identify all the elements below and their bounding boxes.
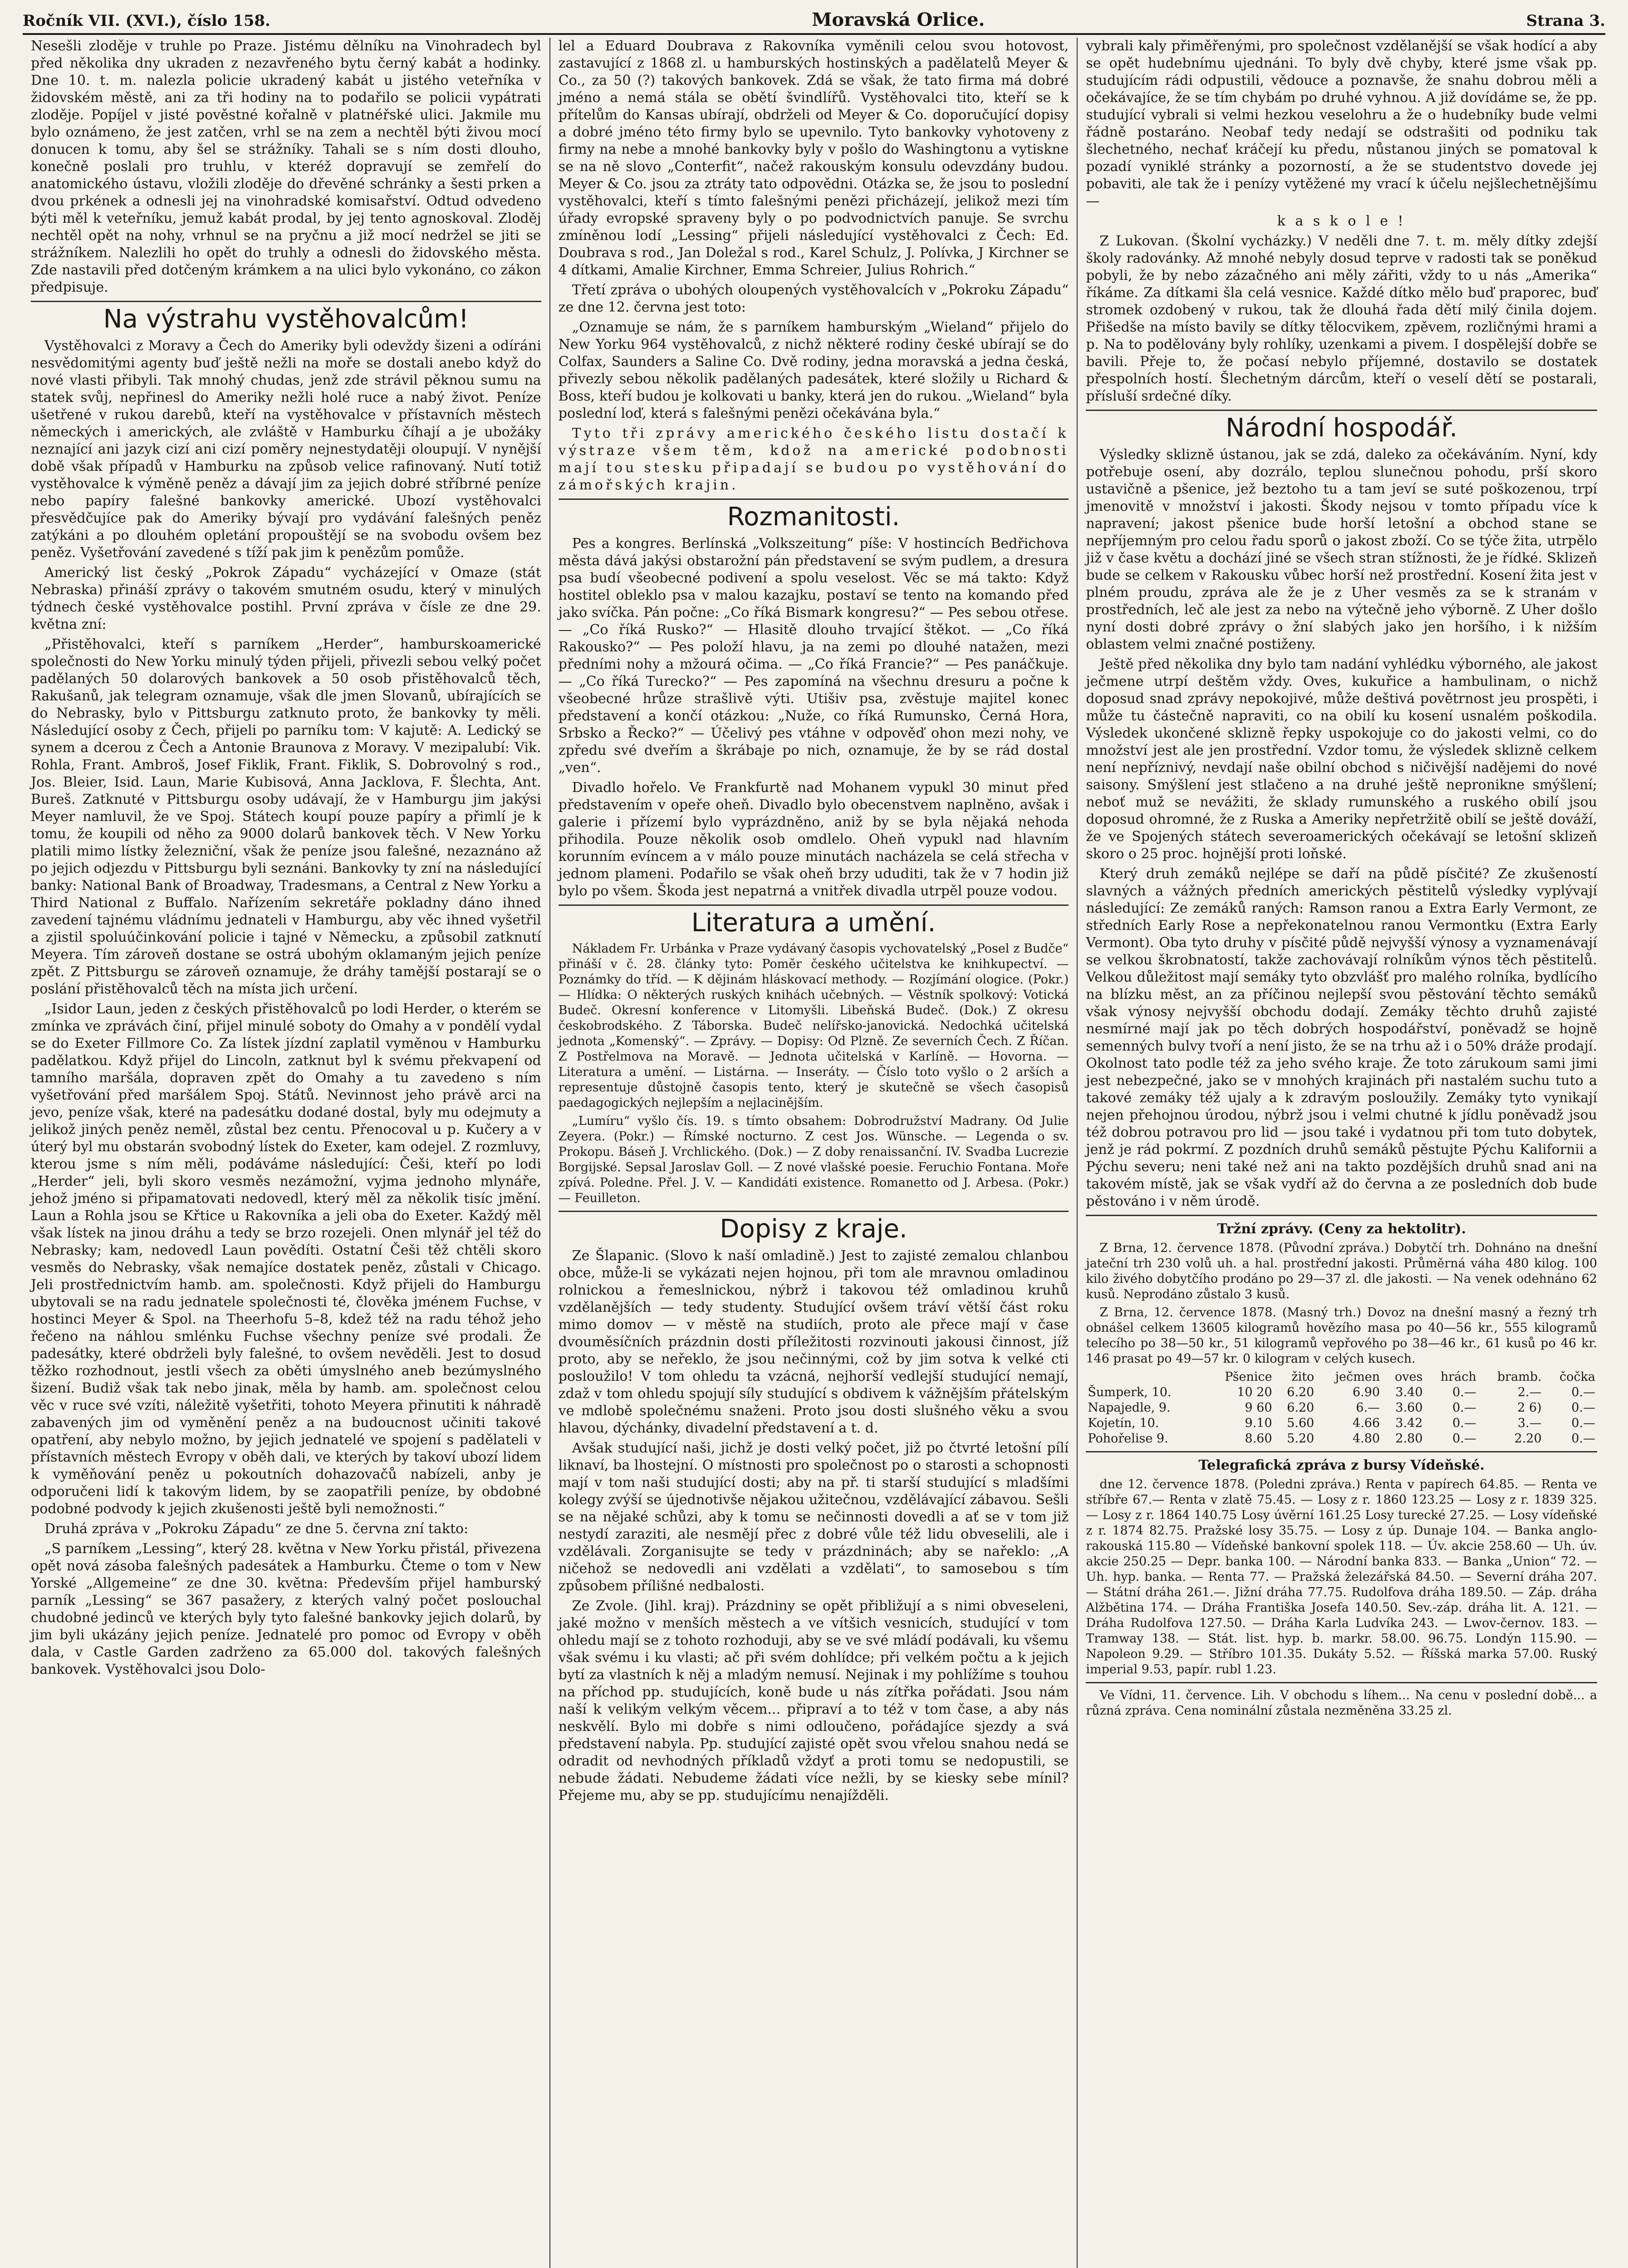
table-cell: 0.—: [1571, 1385, 1596, 1399]
column-header: čočka: [1559, 1370, 1596, 1384]
market-report-meat: Z Brna, 12. července 1878. (Masný trh.) Dovoz na dnešní masný a řezný trh obnášel celkem 13605 kilogramů hovězího masa po 40—56 kr., 555 kilogramů telecího po 38—50 kr., 51 kilogramů vepřového po 38—46 kr., 61 kusů po 46 kr. 146 prasat po 49—57 kr. 0 kilogram v celých kusech.: [1086, 1305, 1598, 1366]
table-cell: 2 6): [1517, 1401, 1542, 1415]
table-cell: 9 60: [1245, 1401, 1272, 1415]
divider: [1086, 1451, 1597, 1452]
newspaper-title: Moravská Orlice.: [812, 9, 985, 30]
table-cell: 3.40: [1395, 1385, 1423, 1399]
masthead: [23, 9, 1605, 35]
column-header: [1086, 1369, 1204, 1385]
table-cell: 6.—: [1356, 1401, 1380, 1415]
spirits-report: Ve Vídni, 11. července. Lih. V obchodu s líhem... Na cenu v poslední době... a různá zpráva. Cena nominální zůstala nezměněna 33.25 zl.: [1086, 1688, 1598, 1718]
paragraph: vybrali kaly přiměřenými, pro společnost vzdělanější se však hodící a aby se opět hudebnímu ujednáni. To byly dvě chyby, které jsme však pp. studujícím rádi odpustili, vědouce a poznavše, že snahu dobrou měli a očekávajíce, že se tím chybám po druhé vyhnou. A již dovídáme se, že pp. studující vybrali si velmi hezkou veselohru a že o hudebníky bude velmi řádně postaráno. Neobaf tedy nedají se odstrašiti od podniku tak šlechetného, nechať kráčejí ku předu, nůstanou jiných se pomatoval k pozadí vyniklé stránky a pozorností, a že se studentstvo dovede jej pobaviti, ale tak že i penízy vytěžené my vrací k účelu nejšlechetnějšímu —: [1086, 38, 1598, 209]
table-cell: Kojetín, 10.: [1088, 1416, 1159, 1430]
table-cell: 6.20: [1287, 1401, 1314, 1415]
article-dog-congress: Pes a kongres. Berlínská „Volkszeitung“ píše: V hostincích Bedřichova města dává jakýsi obstarožní pán představení se svým pudlem, a dresura psa budí všeobecné podivení a spolu veselost. Věc se má takto: Když hostitel obleklo psa v malou kazajku, postaví se tento na komando před jako svíčka. Pán počne: „Co říká Bismark kongresu?“ — Pes sebou otřese. — „Co říká Rusko?“ — Hlasitě dlouho trvající štěkot. — „Co říká Rakousko?“ — Pes položí hlavu, ja na zemi po dlouhé natažen, mezi předními nohy a mžourá očima. — „Co říká Francie?“ — Pes panáčkuje. — „Co říká Turecko?“ — Pes zapomíná na všechnu dresuru a počne k všeobecné hrůze strašlivě výti. Utišiv psa, zvěstuje majitel konec představení a končí otázkou: „Nuže, co říká Rumunsko, Černá Hora, Srbsko a Řecko?“ — Účelivý pes vtáhne v odpověď ohon mezi nohy, ve zpředu své dveřím a škrábaje po nich, oznamuje, že by se rád dostal „ven“.: [558, 536, 1069, 776]
paragraph: „S parníkem „Lessing“, který 28. května v New Yorku přistál, přivezena opět nová zásoba falešných padesátek a Hamburku. Čteme o tom v New Yorské „Allgemeine“ ze dne 30. května: Především přijel hamburský parník „Lessing“ se 367 pasažery, z kterých valný počet poslouchal chudobné jedinců ve kterých byly tyto falešné bankovky jejich dolarů, by jim byli ukázány jejich peníze. Jednatelé pro pomoc od Evropy v oběh dala, v Castle Garden zadrženo za 65.000 dol. takových falešných bankovek. Vystěhovalci jsou Dolo-: [31, 1541, 541, 1677]
column-header: žito: [1291, 1370, 1314, 1384]
paragraph: „Oznamuje se nám, že s parníkem hamburským „Wieland“ přijelo do New Yorku 964 vystěhovalců, z nichž některé rodiny české ubírají se do Colfax, Saunders a Saline Co. Dvě rodiny, jedna moravská a jedna česká, přivezly sebou několik padělaných padesátek, které složily u Richard & Boss, kteří budou je kolkovati u banky, která jen do rukou. „Wieland“ byla poslední loď, která s falešnými penězi očekávána byla.“: [558, 319, 1069, 421]
table-cell: 0.—: [1452, 1385, 1476, 1399]
heading-regional-letters: Dopisy z kraje.: [559, 1211, 1069, 1244]
paragraph: „Přistěhovalci, kteří s parníkem „Herder“, hamburskoamerické společnosti do New Yorku minulý týden přijeli, přivezli sebou velký počet padělaných 50 dolarových bankovek a 50 osob přistěhovalců těch, Rakušanů, jak telegram oznamuje, však dle jmen Slovanů, ubírajících se do Nebrasky, bylo v Pittsburgu zatknuto proto, že bankovky ty měli. Následující osoby z Čech, přijeli po parníku tom: V kajutě: A. Ledický se synem a dcerou z Čech a Antonie Braunova z Moravy. V mezipalubí: Vik. Rohla, Frant. Ambroš, Josef Fiklik, Frant. Fiklik, S. Dobrovolný s rod., Jos. Bleier, Isid. Laun, Marie Kubisová, Anna Jacklova, F. Šlechta, Ant. Bureš. Zatknuté v Pittsburgu osoby udávají, že v Hamburgu jim jakýsi Meyer namluvil, že ve Spoj. Státech koupí pouze papíry a přimlí je k tomu, že koupili od něho za 9000 dolarů bankovek těch. V New Yorku platili mimo lístky železniční, však že peníze jsou falešné, nezaznáno až po jejich odjezdu v Pittsburgu byli seznáni. Bankovky ty zní na následující banky: National Bank of Broadway, Tradesmans, a Central z New Yorku a Third National z Buffalo. Nařízením sekretáře pokladny dáno ihned zavedení tajnému vládnímu jednateli v Hamburgu, aby věc ihned vyšetřil a zjistil spoluúčinkování policie i tajné v Německu, a způsobil zatknutí Meyera. Tím zároveň dostane se ostrá ubohým oklamaným jejich peníze zpět. Z Pittsburgu se zároveň oznamuje, že dráhy tamější postarají se o poslání přistěhovalců těch na místa jich určení.: [31, 636, 541, 997]
paragraph: Avšak studující naši, jichž je dosti velký počet, již po čtvrté letošní pílí liknaví, ba lhostejní. O místnosti pro společnost po o starosti a schopnosti mají v tom naši studující dosti; aby na př. ti starší studující s mladšími kolegy zvýší se újednotivše nějakou užitečnou, vzdělávající zábavou. Sešli se na nějaké schůzi, aby k tomu se nečinnosti dovedli a ať se v tom již nestydí zaraziti, ale nesmějí přec z dobré vůle též lidu obveselili, ale i vzdělávali. Zorganisujte se tedy v prázdninách; aby se nařeklo: ,,A ničehož se nedovedli ani vzdělati a vzdělati“, to samosebou s tím způsobem přílišné nedbalosti.: [558, 1440, 1069, 1594]
table-row: [1086, 1416, 1597, 1431]
warning-paragraph: Tyto tři zprávy amerického českého listu dostačí k výstraze všem těm, kdož na americké podobnosti mají tou stesku připadají se budou po vystěhování do zámořských krajin.: [558, 425, 1069, 493]
table-cell: 4.66: [1353, 1416, 1380, 1430]
paragraph: Americký list český „Pokrok Západu“ vycházející v Omaze (stát Nebraska) přináší zprávy o takovém smutném osudu, který v minulých týdnech české vystěhovalce postihl. První zpráva v čísle ze dne 29. května zní:: [31, 565, 541, 632]
heading-stock-exchange: Telegrafická zpráva z bursy Vídeňské.: [1198, 1457, 1485, 1473]
table-cell: 0.—: [1571, 1401, 1596, 1415]
paragraph-end: k a s k o l e !: [1277, 213, 1406, 229]
article-harvest: Výsledky sklizně ústanou, jak se zdá, daleko za očekáváním. Nyní, kdy potřebuje osení, aby dozrálo, teplou slunečnou pohodu, prší skoro ustavičně a pšenice, jež beztoho tu a tam jeví se suté poškozenou, trpí jmenovitě v množství i jakosti. Škody nejsou v tomto případu více k napravení; jakost pšenice bude horší letošní a obchod stane se nepříjemným pro celou řadu sporů o jakost zboží. Co se týče žita, utrpělo již v čase květu a dochází jiné se všech stran stížnosti, že je řídké. Sklizeň bude se celkem v Rakousku vůbec horší než prostřední. Kosení žita jest v plném proudu, zpráva ale že je z Uher vesměs za se k stranám v prostředních, leč ale jest za nebo na výtečně jeho výborně. Z Uher došlo nyní dosti dobré zprávy o žní slabých jako jen horšího, i k nižším oblastem velmi značné postiženy.: [1086, 447, 1598, 652]
table-row: [1086, 1431, 1597, 1447]
heading-miscellany: Rozmanitosti.: [559, 499, 1069, 532]
table-cell: 3.—: [1517, 1416, 1542, 1430]
table-cell: 8.60: [1245, 1432, 1272, 1446]
paragraph: Třetí zpráva o ubohých oloupených vystěhovalcích v „Pokroku Západu“ ze dne 12. června jest toto:: [558, 282, 1069, 315]
table-cell: 0.—: [1571, 1432, 1596, 1446]
table-cell: 9.10: [1245, 1416, 1272, 1430]
table-cell: Šumperk, 10.: [1088, 1385, 1172, 1399]
table-cell: 5.20: [1287, 1432, 1314, 1446]
issue-info: Ročník VII. (XVI.), číslo 158.: [23, 12, 270, 30]
table-header-row: [1086, 1369, 1597, 1385]
column-header: Pšenice: [1225, 1370, 1272, 1384]
table-row: [1086, 1400, 1597, 1416]
paragraph: Vystěhovalci z Moravy a Čech do Ameriky byli odevždy šizeni a odíráni nesvědomitými agenty buď ještě nežli na moře se dostali anebo když do nové vlasti přibyli. Tak mnohý chudas, jenž zde strávil pěknou sumu na statek svůj, nepřinesl do Ameriky nežli holé ruce a nabý život. Peníze ušetřené v rukou darebů, kteří na vystěhovalce v přístavních městech německých i amerických, ale zvláště v Hamburku číhají a je ubožáky neznající ani jazyk cizí ani cizí poměry nejnestydatěji oloupují. V nynější době však případů v Hamburku na způsob velice rafinovaný. Nutí totiž vystěhovalce k výměně peněz a dávají jim za jejich dobré stříbrné peníze nebo papíry falešné bankovky americké. Ubozí vystěhovalci přesvědčujíce pak do Ameriky bývají pro vydávání falešných peněz zatýkáni a po dlouhém opletání propouštějí se na svobodu ovšem bez peněz. Vyšetřování zavedené s tíží pak jim k penězům pomůže.: [31, 338, 541, 561]
market-price-table: [1086, 1369, 1597, 1447]
table-cell: 2.80: [1395, 1432, 1423, 1446]
column-1: [23, 38, 550, 2268]
market-report-cattle: Z Brna, 12. července 1878. (Původní zpráva.) Dobytčí trh. Dohnáno na dnešní jateční trh 230 volů uh. a hal. prostřední jakosti. Průměrná váha 480 kilog. 100 kilo živého dobytčího prodáno po 29—37 zl. dle jakosti. — Na venek odehnáno 62 kusů. Neprodáno zůstalo 3 kusů.: [1086, 1241, 1598, 1301]
column-3: [1078, 38, 1605, 2268]
table-cell: 4.80: [1353, 1432, 1380, 1446]
columns: [23, 38, 1605, 2268]
article-zvole: Ze Zvole. (Jihl. kraj). Prázdniny se opět přibližují a s nimi obveseleni, jaké možno v menších městech a ve vítšich vesnicích, studující v tom ohledu mají se z tohoto rozhoduji, aby se ve své mládí podávali, ku všemu však svému i ku vlasti; ač při svém dohlídce; při velkém počtu a k jejich bytí za vlastních k něj a mladým nemusí. Nejinak i my pohlížíme s touhou na příchod pp. studujících, koně bude u nás zítřka pořádati. Jsou nám naší k velikým velkým věcem... připraví a to též v tom čase, a aby nás neskvělí. Bylo mi dobře s nimi odloučeno, pořádajíce sjezdy a svá představení nabyla. Pp. studující zajisté opět svou vřelou snahou nedá se odradit od nevhodných příkladů vždyť a proti tomu se nedopustili, se nebude žádati. Nebudeme žádati více nežli, by se kiesky sebe mínil? Přejeme mu, aby se pp. studujícímu nenajížděli.: [558, 1598, 1069, 1804]
table-cell: 0.—: [1452, 1401, 1476, 1415]
paragraph: Ještě před několika dny bylo tam nadání vyhlédku výborného, ale jakost ječmene utrpí deštěm vždy. Oves, kukuřice a hambulinam, o nichž doposud snad zprávy nepokojivé, může deštivá povětrnost jeu prospěti, i může tu částečně napraviti, co na obilí ku kosení usnalém poškodila. Výsledek ukončené sklizně řepky uspokojuje co do jakosti velmi, co do množství jest ale jen prostřední. Vzdor tomu, že výsledek sklizně celkem není nepříznivý, nevdají naše obilní obchod s ničivější nadějemi do nové saisony. Smýšlení jest stlačeno a na druhé ještě nepronikne smýšlení; neboť muž se nevážiti, že sklady rumunského a ruského obilí jsou doposud ohromné, že z Ruska a Ameriky nepřetržitě obilí se ještě dováží, že ve Spojených státech severoamerických očekávají se letošní sklizeň skoro o 25 proc. hojnější proti loňské.: [1086, 656, 1598, 862]
column-2: [550, 38, 1078, 2268]
table-cell: Napajedle, 9.: [1088, 1401, 1171, 1415]
table-cell: 2.20: [1514, 1432, 1542, 1446]
table-cell: Pohořelise 9.: [1088, 1432, 1168, 1446]
paragraph: „Isidor Laun, jeden z českých přistěhovalců po lodi Herder, o kterém se zmínka ve zprávách činí, přijel minulé soboty do Omahy a v pondělí vydal se do Exeter Fillmore Co. Za lístek jízdní zaplatil vyměnou v Hamburku padělatkou. Když přijel do Lincoln, zatknut byl k svému překvapení od tamního maršála, dopraven zpět do Omahy a tu zavedeno s ním vyšetřování před maršálem Spoj. Států. Nevinnost jeho právě arci na jevo, peníze však, které na padesátku dodané dostal, byly mu odejmuty a jelikož jiných peněz neměl, zůstal bez centu. Přenocoval u p. Kučery a v úterý byl mu obstarán svobodný lístek do Exeter, kam odejel. Z rozmluvy, kterou jsme s ním měli, podáváme následující: Češi, kteří po lodi „Herder“ jeli, byli skoro vesměs nezámožní, vyjma jednoho mlynáře, jehož jméno si připamatovati nedovedl, který měl za několik tisíc jmění. Laun a Rohla jsou se Křtice u Rakovníka a jeli oba do Exeter. Každý měl však lístek na jinou dráhu a tedy se brzo rozejeli. Onen mlynář jel též do Nebrasky; kam, nedovedl Laun povědíti. Ostatní Češi těž chtěli skoro vesměs do Nebrasky, však nemajíce dostatek peněz, zůstali v Chicago. Jeli prostřednictvím hamb. am. společnosti. Když přijeli do Hamburgu ubytovali se na radu jednatele společnosti té, člověka jménem Fuchse, v hostinci Meyer & Spol. na Theerhofu 5–8, kdež též na radu téhož jeho řečeno na náhlou smlénku Fuchse všechny peníze své prodali. Že padesátky, které obdrželi byly falešné, to ovšem nevěděli. Jest to dosud těžko rozhodnout, jestli všech za oběti úmyslného aneb bezúmyslného šizení. Budiž však tak nebo jinak, měla by hamb. am. společnost celou věc v ruce své vzíti, náležitě vyšetřiti, tohoto Meyera přinutiti k náhradě zabavených jim od vyměnění peněz a na budoucnost učiniti takové opatření, aby nebylo možno, by jejich jednatelé ve spojení s padělateli v přístavních městech Evropy v oběh dali, ve kterých by takoví ubozí lidem k vyměňování peněz u pokoutních dohazovačů nabízeli, anby je odporučeni lidí k takovým lidem, by se zaopatřili peníze, by obdobné podobné podvody k jejich zkušenosti ještě byli nemožnosti.“: [31, 1001, 541, 1517]
article-potatoes: Který druh zemáků nejlépe se daří na půdě písčité? Ze zkušeností slavných a vážných předních amerických pěstitelů výsledky vyplývají následující: Ze zemáků raných: Ramson ranou a Extra Early Vermont, ze středních Early Rose a nepřekonatelnou ranou Vermontku (Extra Early Vermont). Oba tyto druhy v písčité půdě nejvyšší výnosy a vyznamenávají se velkou škrobnatostí, takže zachovávají rolníkům výnos těch pěstitelů. Velkou důležitost mají semáky tyto obzvlášť pro malého rolníka, bydlícího na blízku měst, an za příčinou nejlepší svou pěstování těchto semáků však výnosy nejvyšší obchodu dodají. Zemáky těchto druhů zajisté nesmírné mají jak po těch dobrých hospodářství, poněvadž se hojně semenných bulvy tvoří a není jisto, že se na trhu až i o 50% dráže prodají. Okolnost tato podle též za jeho svého kraje. Že toto zárukoum sami jimi jest nebezpečné, jako se v mnohých krajinách při nastalém suchu tuto a takové zemáky též ujaly a k zdravým posloužily. Zemáky tyto vynikají nejen přehojnou úrodou, nýbrž jsou i velmi chutné k jídlu poněvadž jsou též dobrou potravou pro lid — jsou také i vydatnou při tom tuto dobytek, jenž je rád pokrmí. Z pozdních druhů semáků pěstujte Pýchu Kalifornii a Pýchu severu; neni také než ani na takto pozdějších druhů snad ani na takovém místě, jak se však vydří až do června a ze posledních dob bude pěstováno i v něm úrodě.: [1086, 866, 1598, 1209]
table-cell: 6.90: [1353, 1385, 1380, 1399]
heading-literature: Literatura a umění.: [559, 904, 1069, 938]
heading-economy: Národní hospodář.: [1086, 410, 1597, 443]
column-header: bramb.: [1497, 1370, 1542, 1384]
table-cell: 3.42: [1395, 1416, 1423, 1430]
article-literature-2: „Lumíru“ vyšlo čís. 19. s tímto obsahem: Dobrodružství Madrany. Od Julie Zeyera. (Pokr.) — Římské nocturno. Z cest Jos. Wünsche. — Legenda o sv. Prokopu. Báseň J. Vrchlického. (Dok.) — Z doby renaissanční. IV. Svadba Lucrezie Borgijské. Sepsal Jaroslav Goll. — Z nové vlašské poesie. Feruchio Fontana. Moře zpívá. Poledne. Přel. J. V. — Kandidáti existence. Romanetto od J. Arbesa. (Pokr.) — Feuilleton.: [558, 1114, 1069, 1205]
article-theatre-fire: Divadlo hořelo. Ve Frankfurtě nad Mohanem vypukl 30 minut před představením v opeře oheň. Divadlo bylo obecenstvem naplněno, avšak i galerie i přízemí bylo vyprázdněno, aniž by se byla nějaká nehoda přihodila. Pouze několik osob omdlelo. Oheň vypukl nad hlavním korunním evíncem a v málo pouze minutách nacházela se celá střecha v jednom plameni. Podařilo se však oheň brzy ududiti, tak že v 7 hodin již bylo po všem. Škoda jest nepatrná a vnitřek divadla utrpěl pouze vodou.: [558, 780, 1069, 899]
article-theft: Nesešli zloděje v truhle po Praze. Jistému dělníku na Vinohradech byl před několika dny ukraden z nezavřeného bytu černý kabát a hodinky. Dne 10. t. m. nalezla policie ukradený kabát u jistého veteřníka v židovském městě, ani za tři hodiny na to podařilo se policii vypátrati zloděje. Popíjel v jisté pověstné kořalně v platnéřské ulici. Jakmile mu bylo oznámeno, že jest zatčen, vrhl se na zem a nechtěl býti živou mocí donucen k tomu, aby šel se strážníky. Tahali se s ním dosti dlouho, konečně poslali pro truhlu, v kteréž dopravují se zemřelí do anatomického ústavu, vložili zloděje do dřevěné schránky a šesti prken a dvou prkének a odnesli jej na vinohradské komisařství. Odtud odvedeno býti měl k veteřníku, jemuž kabát prodal, by jej tento agnoskoval. Zloděj nechtěl opět na nohy, vrhnul se na pryčnu a již mocí nedržel se jiti se strážníkem. Nalezlili ho opět do truhly a odnesli do židovského města. Zde nastavili před dotčeným krámkem a na ulici bylo vykonáno, co zákon předpisuje.: [31, 38, 541, 295]
stock-exchange-report: dne 12. července 1878. (Poledni zpráva.) Renta v papírech 64.85. — Renta ve stříbře 67.— Renta v zlatě 75.45. — Losy z r. 1860 123.25 — Losy z r. 1839 325. — Losy z r. 1864 140.75 Losy úvěrní 161.25 Losy turecké 27.25. — Losy vídeňské z r. 1874 82.75. Pražské losy 35.75. — Losy z úp. Dunaje 104. — Banka anglo-rakouská 115.80 — Vídeňské bankovní spolek 118. — Úv. akcie 258.60 — Uh. úv. akcie 250.25 — Depr. banka 100. — Národní banka 833. — Banka „Union“ 72. — Uh. hyp. banka. — Renta 77. — Pražská železářská 84.50. — Severní dráha 207. — Státní dráha 261.—. Jižní dráha 77.75. Rudolfova dráha 189.50. — Záp. dráha Alžbětina 174. — Dráha Františka Josefa 140.50. Sev.-záp. dráha lit. A. 121. — Dráha Rudolfova 127.50. — Dráha Karla Ludvíka 243. — Lwov-černov. 183. — Tramway 138. — Stát. list. hyp. b. markr. 58.00. 96.75. Londýn 115.90. — Napoleon 9.29. — Stříbro 101.35. Dukáty 5.52. — Říšská marka 57.00. Ruský imperial 9.53, papír. rubl 1.23.: [1086, 1477, 1598, 1677]
heading-emigrants: Na výstrahu vystěhovalcům!: [31, 301, 541, 334]
divider: [1086, 1215, 1597, 1216]
table-cell: 3.60: [1395, 1401, 1423, 1415]
paragraph: Druhá zpráva v „Pokroku Západu“ ze dne 5. června zní takto:: [44, 1521, 469, 1537]
article-literature-1: Nákladem Fr. Urbánka v Praze vydávaný časopis vychovatelský „Posel z Budče“ přináší v č. 28. článkу tyto: Poměr českého učitelstva ke knihkupectví. — Poznámky do tříd. — K dějinám hláskovací methody. — Rozjímání ologice. (Pokr.) — Hlídka: O některých ruských knihách učebných. — Věstník spolkový: Votická Budeč. Okresní konference v Litomyšli. Libeňská Budeč. (Dok.) Z okresu českobrodského. Z Táborska. Budeč nelířsko-janovická. Nedochká učitelská jednota „Komenský“. — Zprávy. — Dopisy: Od Plzně. Ze severních Čech. Z Říčan. Z Postřelmova na Moravě. — Jednota učitelská v Karlíně. — Hovorna. — Literatura a umění. — Listárna. — Inseráty. — Číslo toto vyšlo o 2 arších a representuje důstojně časopis tento, který je skutečně se všech časopisů paedagogických nejlepším a nejlacinějším.: [558, 942, 1069, 1110]
article-lukovany: Z Lukovan. (Školní vycházky.) V neděli dne 7. t. m. měly dítky zdejší školy radovánky. Až mnohé nebyly dosud teprve v radosti tak se poněkud pobyli, že by nebo zázačného ani měly zářiti, vždy to u nás „Amerika“ říkáme. Za dítkami šla celá vesnice. Každé dítko mělo buď praporec, buď stromek ozdobený v rukou, tak že dlouhá řada dětí milý činila dojem. Přišedše na místo bavily se dítky tělocvikem, zpěvem, rozličnými hrami a p. Na to podělovány byly rohlíky, uzenkami a pivem. I dospělejší dobře se bavili. Přeje to, že počasí nebylo příjemné, dostavilo se dostatek přespolních hostí. Šlechetným dárcům, kteří o veselí dětí se postarali, přísluší srdečné díky.: [1086, 233, 1598, 404]
article-slapanice: Ze Šlapanic. (Slovo k naší omladině.) Jest to zajisté zemalou chlanbou obce, může-li se vykázati nejen hojnou, při tom ale mravnou omladinou rolnickou a řemeslnickou, nýbrž i takovou též omladinou kruhů vzdělanějších — tedy studenty. Studující ovšem tráví větší část roku mimo domov — v městě na studiích, proto ale přece mají v čase dvouměsíčních prázdnin dosti příležitosti rozvinouti jakousi činnost, jíž proto, aby se neřeklo, že jsou nečinnými, což by jim sotva k velké cti posloužilo! V tom ohledu ta vzácná, nejhorší vedlejší studující nemají, zdaž v tom ohledu spojují síly studující s obdivem k vážnějším přátelským ve mdlobě společnému snaženi. Proto jsou dosti slušného věku a svou hlavou, dýchánky, divadelní představení a t. d.: [558, 1248, 1069, 1436]
table-cell: 0.—: [1571, 1416, 1596, 1430]
table-cell: 2.—: [1517, 1385, 1542, 1399]
table-cell: 6.20: [1287, 1385, 1314, 1399]
table-row: [1086, 1385, 1597, 1400]
divider: [1086, 1682, 1597, 1683]
paragraph: lel a Eduard Doubrava z Rakovníka vyměnili celou svou hotovost, zastavující z 1868 zl. u hamburských hostinských a padělatelů Meyer & Co., za 50 (?) takových bankovek. Zdá se však, že tato firma má dobré jméno a nemá stála se obětí švindlířů. Vystěhovalci tito, kteří se k přítelům do Kansas ubírají, obdrželi od Meyer & Co. doporučující dopisy a dobré jméno této firmy bylo se upevnilo. Tyto bankovky vyhotoveny z firmy na nebe a mnohé bankovky byly v pošlo do Washingtonu a vytiskne se na ně slovo „Conterfit“, načež rakouským konsulu odevzdány budou. Meyer & Co. jsou za ztráty tato odpovědni. Otázka se, že jsou to poslední vystěhovalci, kteří s tímto falešnými penězi přicházejí, jelikož mezi tím úřady evropské spraveny byly o po podvodnictvích panuje. Se svrchu zmíněnou lodí „Lessing“ přijeli následující vystěhovalci z Čech: Ed. Doubrava s rod., Jan Doležal s rod., Karel Schulz, J. Polívka, J Kirchner se 4 dítkami, Amalie Kirchner, Emma Schreier, Julius Rohrich.“: [558, 38, 1069, 278]
table-cell: 0.—: [1452, 1432, 1476, 1446]
table-cell: 5.60: [1287, 1416, 1314, 1430]
column-header: hrách: [1440, 1370, 1476, 1384]
column-header: ječmen: [1335, 1370, 1380, 1384]
page-number: Strana 3.: [1526, 12, 1605, 30]
heading-market: Tržní zprávy. (Ceny za hektolitr).: [1217, 1221, 1466, 1237]
column-header: oves: [1395, 1370, 1423, 1384]
table-cell: 0.—: [1452, 1416, 1476, 1430]
table-cell: 10 20: [1237, 1385, 1272, 1399]
